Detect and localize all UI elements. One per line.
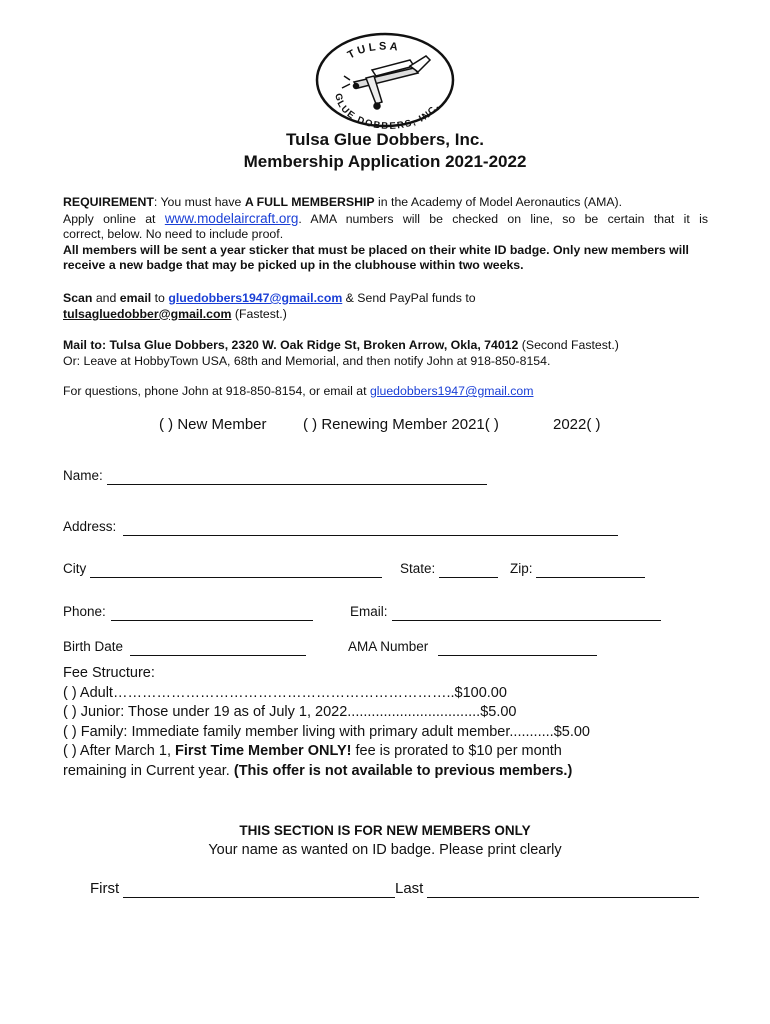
address-label: Address: — [63, 519, 117, 534]
city-field[interactable] — [90, 577, 382, 578]
email-word: email — [119, 291, 152, 305]
paypal-text: & Send PayPal funds to — [342, 291, 476, 305]
sticker-notice: All members will be sent a year sticker that must be placed on their white ID badge. Only new members will receive a new badge that may be picked up in the clubhouse within two weeks. — [63, 242, 689, 272]
ama-number-label: AMA Number — [348, 639, 429, 654]
address-field[interactable] — [123, 535, 618, 536]
hobbytown-text: Or: Leave at HobbyTown USA, 68th and Memorial, and then notify John at 918-850-8154. — [63, 353, 551, 368]
email-field[interactable] — [392, 620, 661, 621]
city-label: City — [63, 561, 87, 576]
ama-check-text: . AMA numbers will be checked on line, so be certain that it is — [298, 211, 708, 226]
modelaircraft-link[interactable]: www.modelaircraft.org — [164, 210, 299, 226]
fee-junior-option[interactable]: ( ) Junior: Those under 19 as of July 1, 2022.................................$5.00 — [63, 704, 517, 720]
logo-top-text: TULSA — [345, 40, 402, 62]
new-members-heading: THIS SECTION IS FOR NEW MEMBERS ONLY — [239, 823, 531, 838]
requirement-text: : You must have — [153, 195, 245, 209]
fee-heading: Fee Structure: — [63, 665, 155, 681]
fee-structure — [63, 664, 723, 781]
page-title: Tulsa Glue Dobbers, Inc. — [285, 130, 485, 149]
questions-email-link[interactable]: gluedobbers1947@gmail.com — [369, 384, 534, 398]
tulsa-glue-dobbers-logo — [314, 30, 456, 130]
paypal-email: tulsagluedobber@gmail.com — [63, 306, 232, 321]
mail-paragraph — [63, 338, 708, 369]
new-member-checkbox[interactable]: ( ) New Member — [159, 416, 267, 433]
no-proof-text: correct, below. No need to include proof. — [63, 227, 284, 241]
phone-field[interactable] — [111, 620, 313, 621]
state-label: State: — [400, 561, 436, 576]
zip-label: Zip: — [510, 561, 533, 576]
fee-after-march-option[interactable] — [63, 742, 723, 762]
gluedobbers-email-link[interactable]: gluedobbers1947@gmail.com — [168, 291, 343, 305]
prorated-text: fee is prorated to $10 per month — [351, 743, 562, 759]
email-label: Email: — [350, 604, 388, 619]
badge-name-instructions: Your name as wanted on ID badge. Please print clearly — [208, 842, 562, 858]
after-march-text: ( ) After March 1, — [63, 743, 175, 759]
first-time-member-text: First Time Member ONLY! — [175, 743, 352, 759]
to-word: to — [151, 291, 169, 305]
second-fastest-text: (Second Fastest.) — [518, 338, 619, 352]
page-subtitle: Membership Application 2021-2022 — [243, 152, 527, 171]
offer-notice: (This offer is not available to previous members.) — [233, 762, 573, 779]
state-field[interactable] — [439, 577, 498, 578]
requirement-label: REQUIREMENT — [63, 195, 154, 209]
renewing-member-checkbox[interactable]: ( ) Renewing Member 2021( ) — [303, 416, 499, 433]
remaining-year-text: remaining in Current year. — [63, 762, 234, 779]
requirement-paragraph — [63, 195, 708, 274]
mail-address: Mail to: Tulsa Glue Dobbers, 2320 W. Oak Ridge St, Broken Arrow, Okla, 74012 — [63, 338, 519, 352]
birth-date-field[interactable] — [130, 655, 306, 656]
last-name-field[interactable] — [427, 897, 699, 898]
fastest-text: (Fastest.) — [231, 306, 287, 321]
first-name-label: First — [90, 880, 120, 897]
last-name-label: Last — [395, 880, 424, 897]
questions-paragraph — [63, 384, 708, 400]
first-name-field[interactable] — [123, 897, 395, 898]
name-field[interactable] — [107, 484, 487, 485]
year-2022-checkbox[interactable]: 2022( ) — [553, 416, 601, 433]
fee-family-option[interactable]: ( ) Family: Immediate family member living with primary adult member...........$5.00 — [63, 723, 590, 740]
fee-adult-option[interactable]: ( ) Adult……………………………………………………………..$100.00 — [63, 684, 507, 701]
phone-label: Phone: — [63, 604, 106, 619]
apply-online-text: Apply online at — [63, 211, 165, 226]
requirement-text-2: in the Academy of Model Aeronautics (AMA). — [374, 195, 623, 209]
questions-text: For questions, phone John at 918-850-8154, or email at — [63, 384, 370, 398]
scan-email-paragraph — [63, 291, 708, 322]
name-label: Name: — [63, 468, 103, 483]
ama-number-field[interactable] — [438, 655, 597, 656]
and-word: and — [92, 291, 120, 305]
full-membership-text: A FULL MEMBERSHIP — [244, 195, 375, 209]
birth-date-label: Birth Date — [63, 639, 124, 654]
zip-field[interactable] — [536, 577, 645, 578]
logo-bottom-text: GLUE DOBBERS, INC. — [332, 92, 443, 130]
scan-word: Scan — [63, 291, 93, 305]
